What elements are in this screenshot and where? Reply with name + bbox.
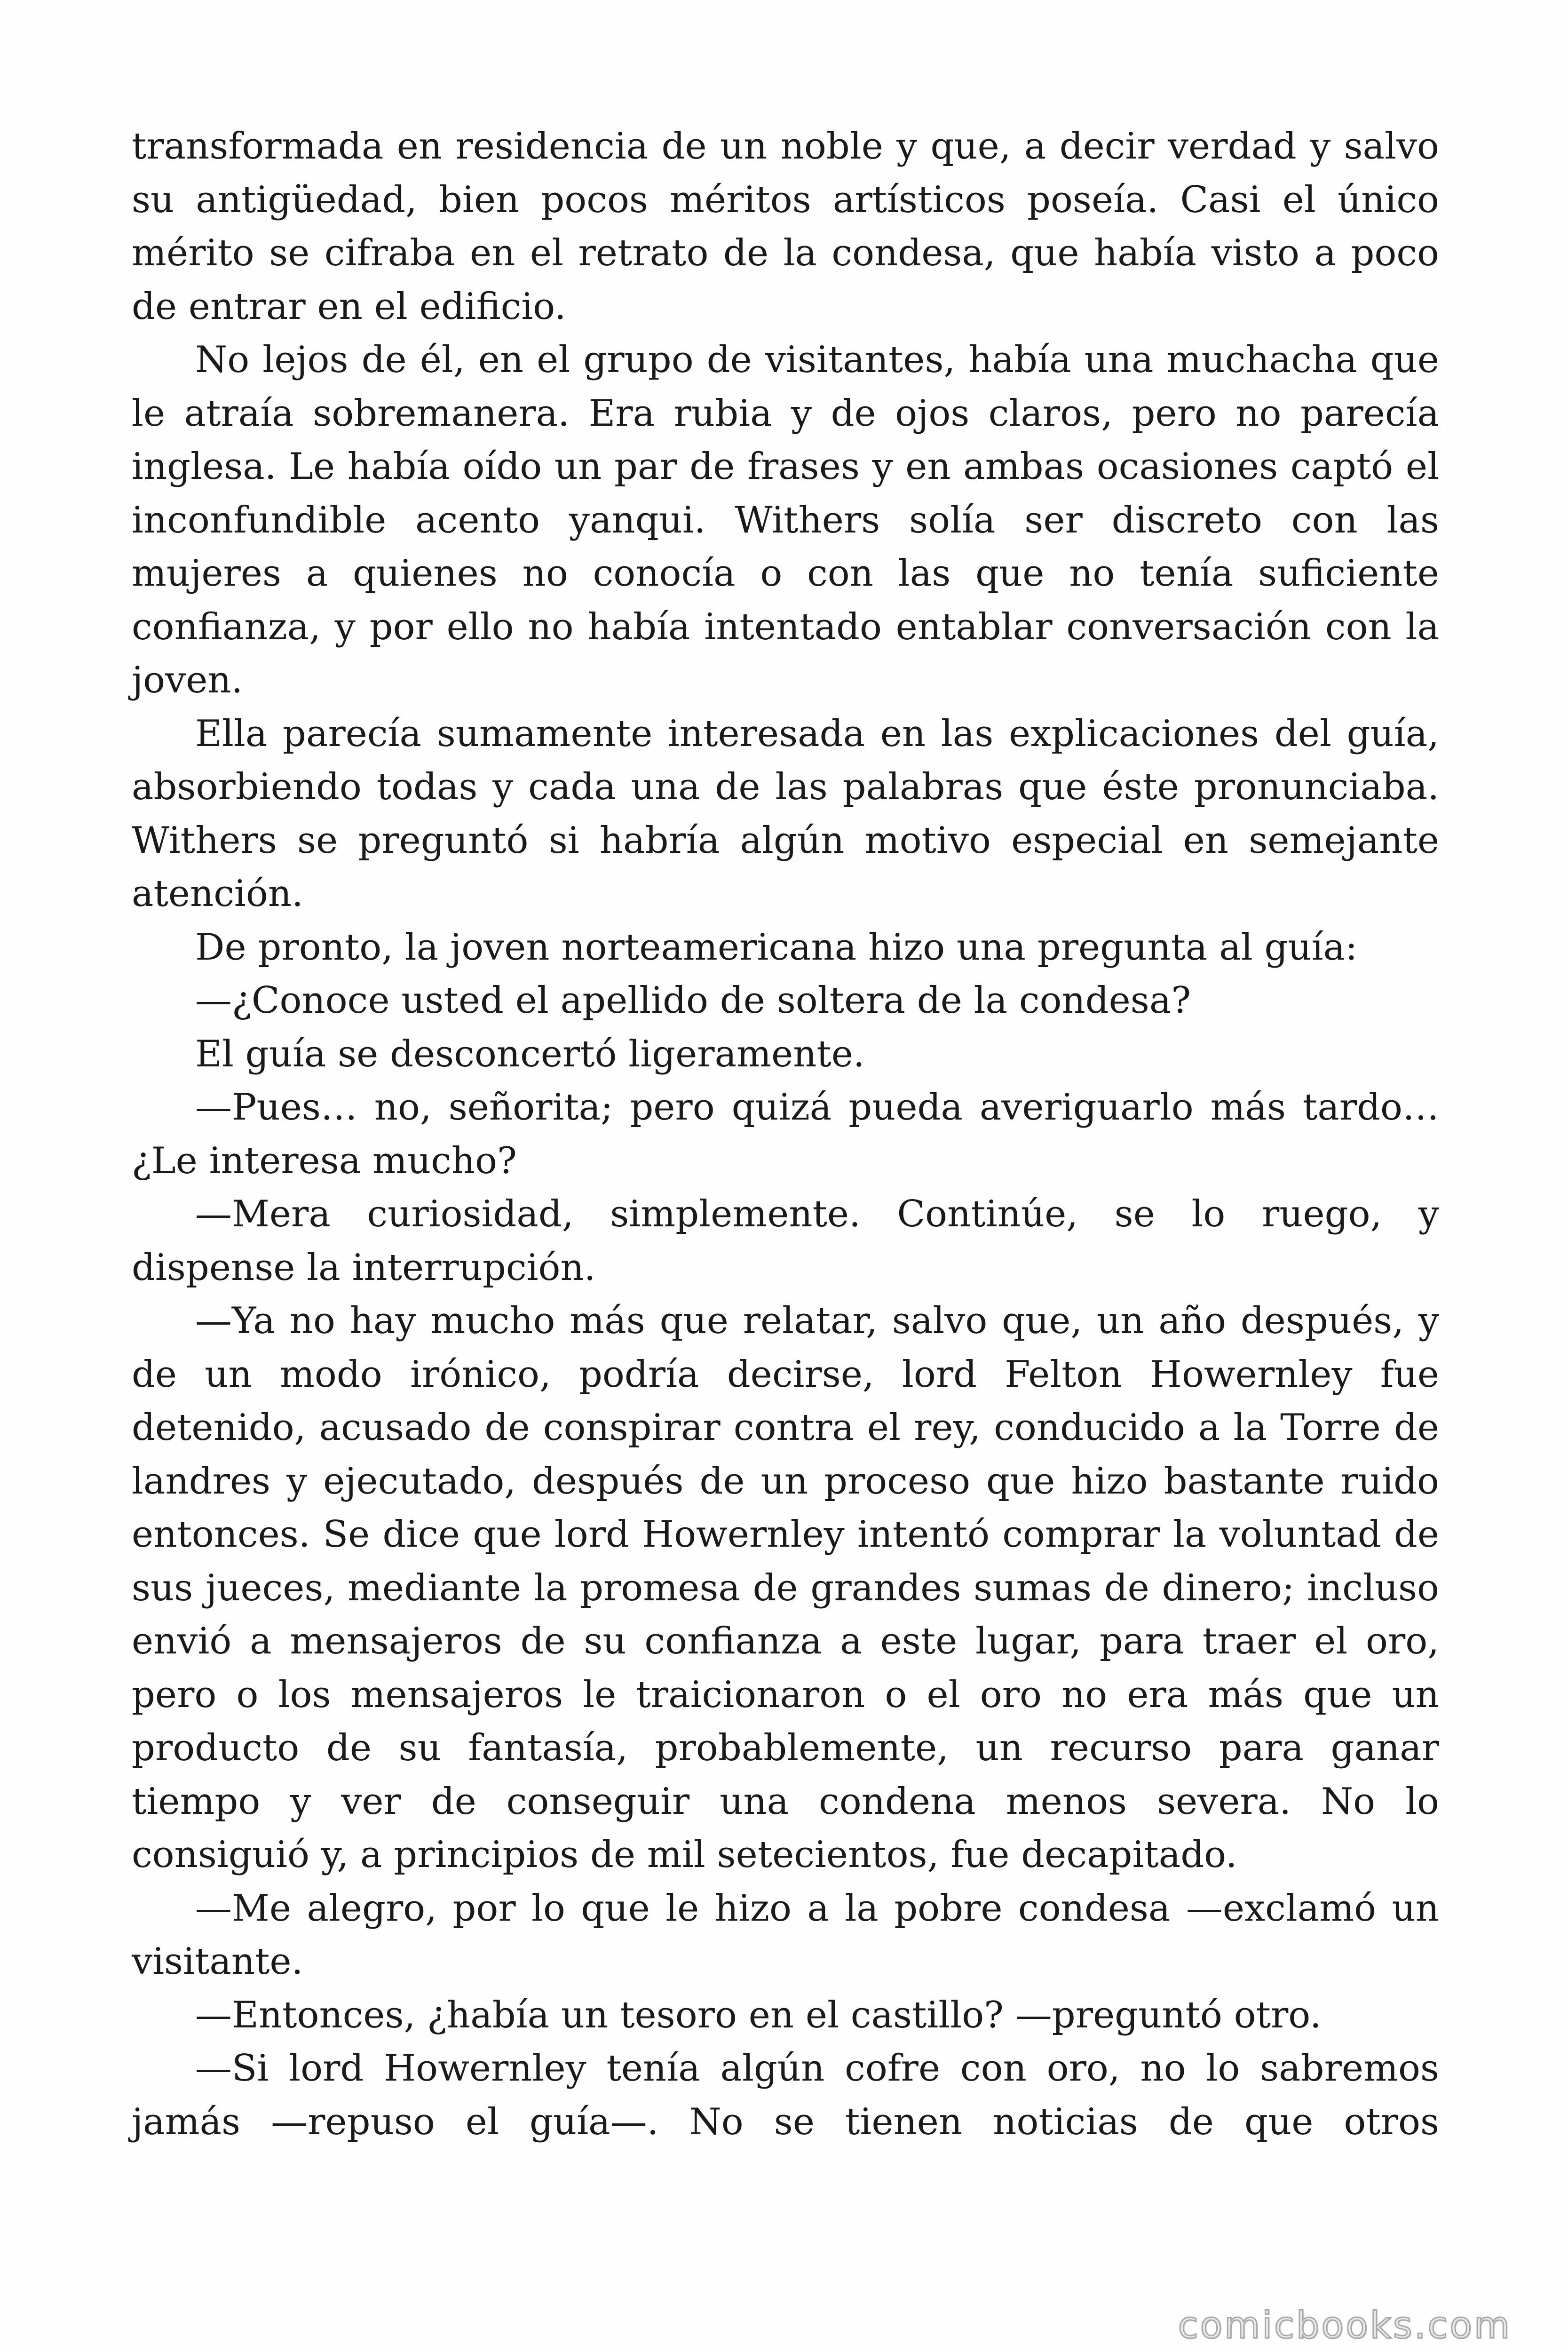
paragraph: No lejos de él, en el grupo de visitantes, había una muchacha que le atraía sobremanera. Era rubia y de ojos claros, pero no parecía inglesa. Le había oído un par de frases y en ambas ocasiones captó el inconfundible acento yanqui. Withers solía ser discreto con las mujeres a quienes no conocía o con las que no tenía suficiente confianza, y por ello no había intentado entablar conversación con la joven. [132,339,1439,701]
paragraph: Ella parecía sumamente interesada en las explicaciones del guía, absorbiendo todas y cada una de las palabras que éste pronunciaba. Withers se preguntó si habría algún motivo especial en semejante atención. [132,712,1439,915]
paragraph: —Si lord Howernley tenía algún cofre con oro, no lo sabremos jamás —repuso el guía—. No se tienen noticias de que otros [132,2047,1439,2143]
paragraph: —¿Conoce usted el apellido de soltera de la condesa? [195,979,1191,1022]
paragraph: —Mera curiosidad, simplemente. Continúe, se lo ruego, y dispense la interrupción. [132,1193,1439,1289]
paragraph: —Entonces, ¿había un tesoro en el castillo? —preguntó otro. [195,1994,1322,2036]
watermark: comicbooks.com [1178,2304,1512,2347]
paragraph: —Pues… no, señorita; pero quizá pueda averiguarlo más tardo… ¿Le interesa mucho? [132,1086,1439,1182]
paragraph: —Me alegro, por lo que le hizo a la pobre condesa —exclamó un visitante. [132,1887,1439,1983]
paragraph: —Ya no hay mucho más que relatar, salvo que, un año después, y de un modo irónico, podría decirse, lord Felton Howernley fue detenido, acusado de conspirar contra el rey, conducido a la Torre de landres y ejecutado, después de un proceso que hizo bastante ruido entonces. Se dice que lord Howernley intentó comprar la voluntad de sus jueces, mediante la promesa de grandes sumas de dinero; incluso envió a mensajeros de su confianza a este lugar, para traer el oro, pero o los mensajeros le traicionaron o el oro no era más que un producto de su fantasía, probablemente, un recurso para ganar tiempo y ver de conseguir una condena menos severa. No lo consiguió y, a principios de mil setecientos, fue decapitado. [132,1300,1439,1876]
paragraph: De pronto, la joven norteamericana hizo una pregunta al guía: [195,926,1358,969]
paragraph: transformada en residencia de un noble y que, a decir verdad y salvo su antigüedad, bien pocos méritos artísticos poseía. Casi el único mérito se cifraba en el retrato de la condesa, que había visto a poco de entrar en el edificio. [132,125,1439,328]
paragraph: El guía se desconcertó ligeramente. [195,1033,865,1075]
body-text [132,120,1439,2149]
